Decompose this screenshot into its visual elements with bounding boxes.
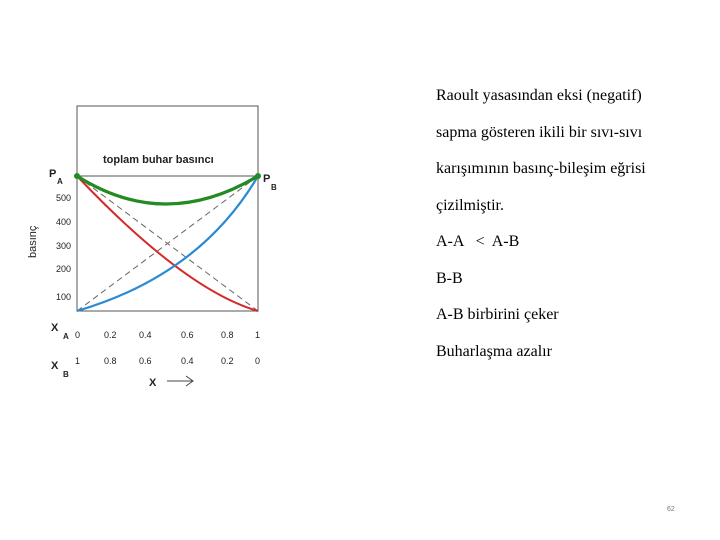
- xb-tick-0: 1: [75, 356, 81, 366]
- xb-label: X: [51, 360, 59, 372]
- xa-tick-0: 0: [75, 330, 81, 340]
- plot-frame: [77, 106, 258, 311]
- xb-sub: B: [63, 370, 69, 379]
- pb-label: P: [263, 173, 271, 185]
- text-line-3: karışımının basınç-bileşim eğrisi: [436, 160, 646, 177]
- pa-sub: A: [57, 177, 63, 186]
- xb-tick-4: 0.2: [221, 356, 234, 366]
- pressure-composition-diagram: [0, 0, 300, 400]
- pb-sub: B: [271, 183, 277, 192]
- y-tick-500: 500: [56, 193, 72, 203]
- comparison-line: [436, 232, 706, 269]
- pa-point: [74, 173, 80, 179]
- xb-tick-2: 0.6: [139, 356, 152, 366]
- y-tick-300: 300: [56, 241, 72, 251]
- compare-op: <: [475, 233, 485, 250]
- xb-tick-3: 0.4: [181, 356, 194, 366]
- pa-label: P: [49, 168, 57, 180]
- page-number: 62: [667, 506, 675, 513]
- xa-label: X: [51, 322, 59, 334]
- text-line-6: B-B: [436, 269, 463, 287]
- text-line-1: Raoult yasasından eksi (negatif): [436, 87, 642, 104]
- direction-label: X: [149, 377, 157, 389]
- y-tick-100: 100: [56, 292, 72, 302]
- text-line-8: Buharlaşma azalır: [436, 342, 552, 360]
- y-tick-400: 400: [56, 217, 72, 227]
- xa-tick-3: 0.6: [181, 330, 194, 340]
- xa-tick-1: 0.2: [104, 330, 117, 340]
- right-arrow-icon: [167, 376, 193, 386]
- total-pressure-label: toplam buhar basıncı: [103, 154, 214, 166]
- xb-tick-5: 0: [255, 356, 261, 366]
- text-line-7: A-B birbirini çeker: [436, 306, 559, 323]
- total-pressure-curve: [77, 176, 258, 204]
- xa-tick-4: 0.8: [221, 330, 234, 340]
- explanation-text: [436, 86, 706, 378]
- text-line-4: çizilmiştir.: [436, 196, 504, 214]
- xb-tick-1: 0.8: [104, 356, 117, 366]
- xa-tick-2: 0.4: [139, 330, 152, 340]
- text-line-2: sapma gösteren ikili bir sıvı-sıvı: [436, 123, 643, 141]
- xa-sub: A: [63, 332, 69, 341]
- pb-point: [255, 173, 261, 179]
- y-tick-200: 200: [56, 264, 72, 274]
- y-axis-label: basınç: [27, 225, 39, 258]
- compare-left: A-A: [436, 233, 464, 250]
- xa-tick-5: 1: [255, 330, 261, 340]
- compare-right: A-B: [491, 233, 520, 250]
